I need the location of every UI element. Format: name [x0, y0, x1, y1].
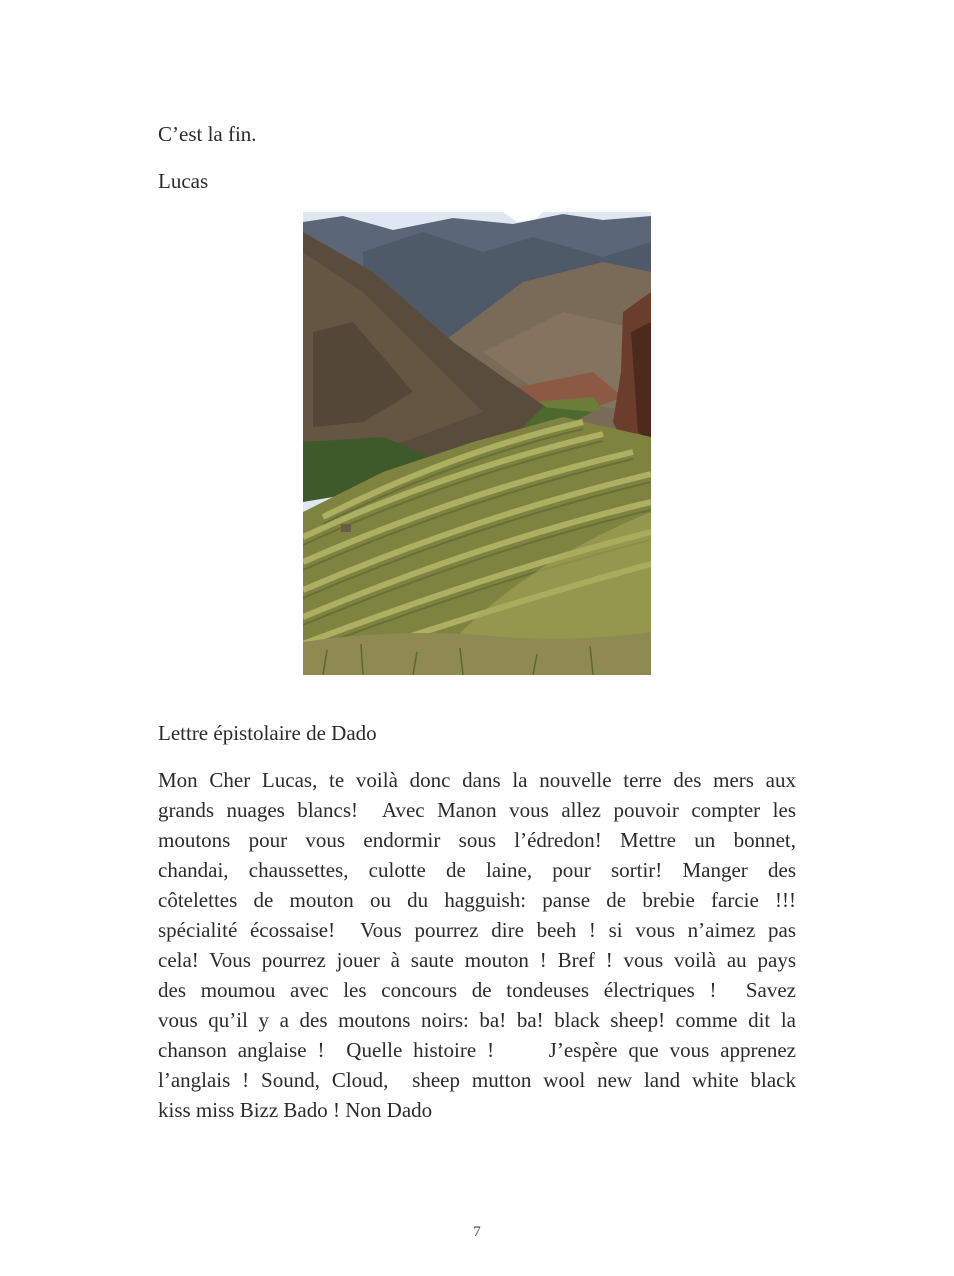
letter-body [158, 765, 796, 1125]
letter-line: vous qu’il y a des moutons noirs: ba! ba! black sheep! comme dit la [158, 1008, 796, 1032]
letter-line: l’anglais ! Sound, Cloud, sheep mutton wool new land white black [158, 1068, 796, 1092]
letter-line: kiss miss Bizz Bado ! Non Dado [158, 1098, 433, 1122]
page-number: 7 [473, 1224, 481, 1240]
letter-line: chandai, chaussettes, culotte de laine, pour sortir! Manger des [158, 858, 796, 882]
letter-line: chanson anglaise ! Quelle histoire ! J’espère que vous apprenez [158, 1038, 796, 1062]
letter-line: côtelettes de mouton ou du hagguish: panse de brebie farcie !!! [158, 888, 796, 912]
letter-line: moutons pour vous endormir sous l’édredon! Mettre un bonnet, [158, 828, 796, 852]
closing-line: C’est la fin. [158, 122, 257, 146]
letter-title: Lettre épistolaire de Dado [158, 721, 377, 745]
letter-line: grands nuages blancs! Avec Manon vous allez pouvoir compter les [158, 798, 796, 822]
signature: Lucas [158, 169, 209, 193]
letter-line: Mon Cher Lucas, te voilà donc dans la nouvelle terre des mers aux [158, 768, 796, 792]
mountain-valley-photo [303, 212, 651, 675]
letter-line: cela! Vous pourrez jouer à saute mouton ! Bref ! vous voilà au pays [158, 948, 796, 972]
letter-line: des moumou avec les concours de tondeuses électriques ! Savez [158, 978, 796, 1002]
letter-line: spécialité écossaise! Vous pourrez dire beeh ! si vous n’aimez pas [158, 918, 796, 942]
